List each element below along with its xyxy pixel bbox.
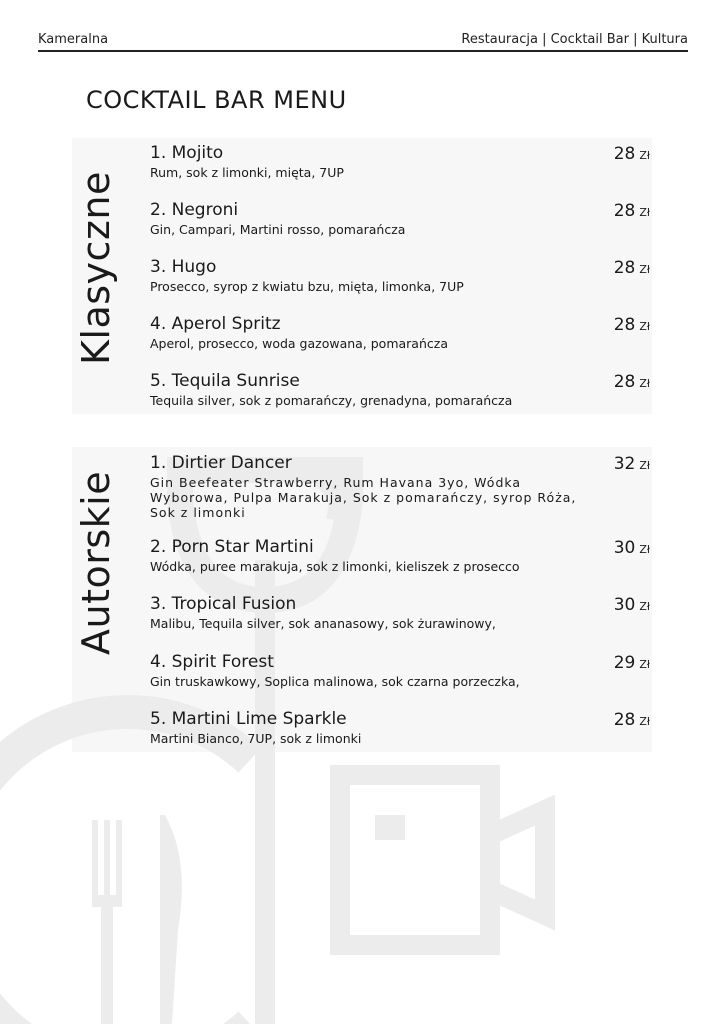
item-price: 30 Zł <box>613 538 650 558</box>
item-name: 5. Tequila Sunrise <box>150 371 300 391</box>
menu-item <box>150 537 650 574</box>
item-description: Prosecco, syrop z kwiatu bzu, mięta, limonka, 7UP <box>150 279 464 294</box>
item-description: Tequila silver, sok z pomarańczy, grenadyna, pomarańcza <box>150 393 513 408</box>
item-name: 2. Negroni <box>150 200 239 220</box>
section-label-autorskie: Autorskie <box>74 470 118 655</box>
item-price: 29 Zł <box>613 653 650 673</box>
item-name: 3. Tropical Fusion <box>150 594 297 614</box>
item-name: 4. Spirit Forest <box>150 652 274 672</box>
page-title: COCKTAIL BAR MENU <box>86 86 347 114</box>
brand-name: Kameralna <box>38 32 109 47</box>
menu-item <box>150 652 650 689</box>
menu-item <box>150 200 650 237</box>
item-name: 4. Aperol Spritz <box>150 314 281 334</box>
item-price: 28 Zł <box>613 372 650 392</box>
menu-item <box>150 594 650 631</box>
item-description: Aperol, prosecco, woda gazowana, pomarańcza <box>150 336 448 351</box>
item-name: 5. Martini Lime Sparkle <box>150 709 347 729</box>
item-price: 30 Zł <box>613 595 650 615</box>
menu-item <box>150 143 650 180</box>
menu-item <box>150 453 580 520</box>
item-price: 28 Zł <box>613 710 650 730</box>
item-price: 28 Zł <box>613 258 650 278</box>
item-description: Gin, Campari, Martini rosso, pomarańcza <box>150 222 406 237</box>
item-price: 28 Zł <box>613 201 650 221</box>
item-description: Martini Bianco, 7UP, sok z limonki <box>150 731 362 746</box>
item-description: Rum, sok z limonki, mięta, 7UP <box>150 165 344 180</box>
item-price: 28 Zł <box>613 315 650 335</box>
menu-item <box>150 371 650 408</box>
section-label-klasyczne: Klasyczne <box>74 171 118 365</box>
item-name: 2. Porn Star Martini <box>150 537 314 557</box>
item-name: 3. Hugo <box>150 257 217 277</box>
menu-item <box>150 257 650 294</box>
item-description: Gin Beefeater Strawberry, Rum Havana 3yo, Wódka Wyborowa, Pulpa Marakuja, Sok z pomarańczy, syrop Róża, Sok z limonki <box>150 475 577 520</box>
item-price: 32 Zł <box>613 454 650 474</box>
menu-item <box>150 314 650 351</box>
header-tagline: Restauracja | Cocktail Bar | Kultura <box>461 32 688 47</box>
page-header <box>38 30 688 52</box>
item-name: 1. Dirtier Dancer <box>150 453 292 473</box>
item-description: Malibu, Tequila silver, sok ananasowy, sok żurawinowy, <box>150 616 496 631</box>
item-description: Gin truskawkowy, Soplica malinowa, sok czarna porzeczka, <box>150 674 520 689</box>
menu-item <box>150 709 650 746</box>
item-description: Wódka, puree marakuja, sok z limonki, kieliszek z prosecco <box>150 559 520 574</box>
item-name: 1. Mojito <box>150 143 224 163</box>
item-price: 28 Zł <box>613 144 650 164</box>
